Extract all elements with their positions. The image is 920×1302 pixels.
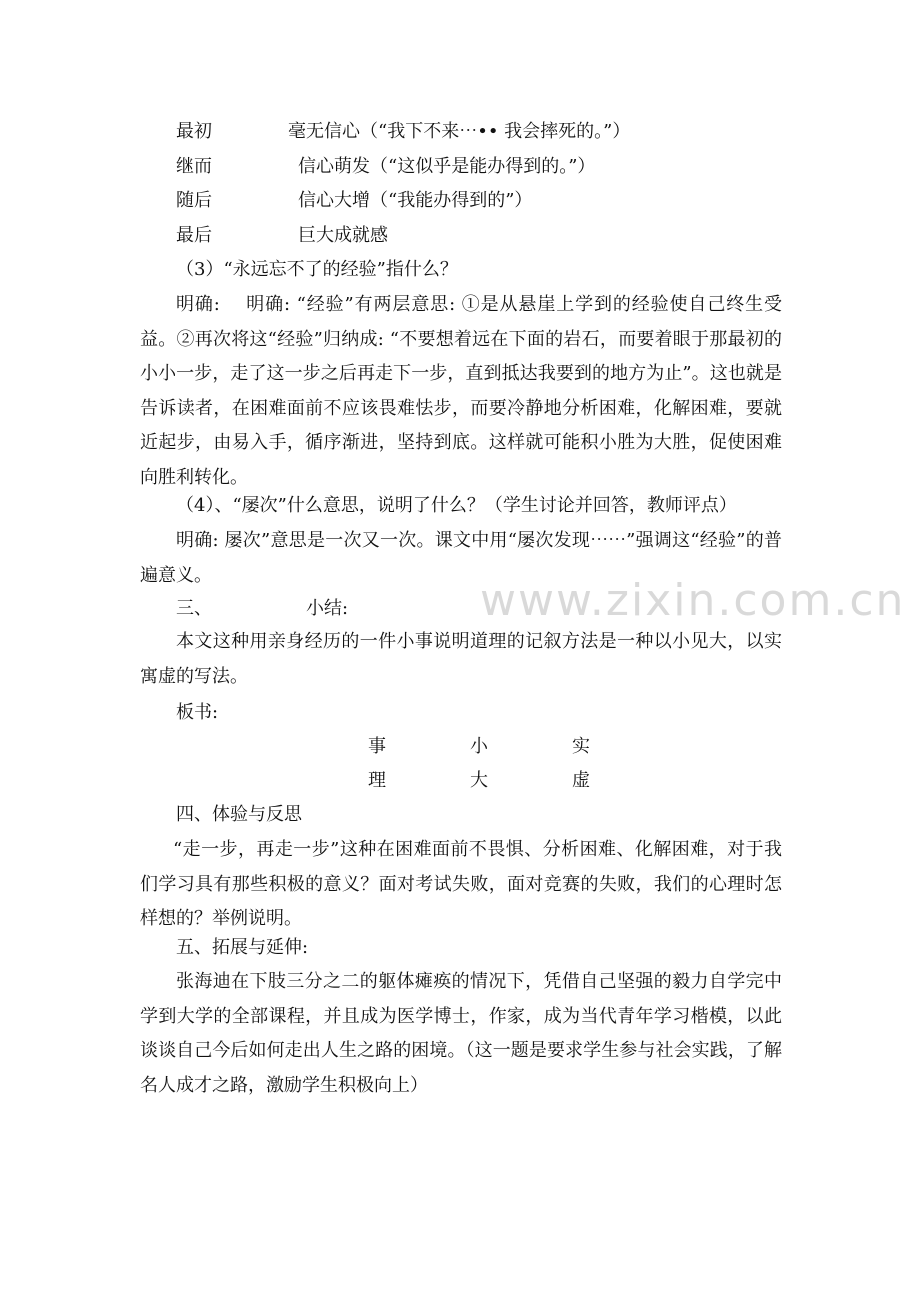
board-label: 板书: bbox=[176, 702, 219, 723]
stage-label-4: 最后 bbox=[176, 225, 212, 246]
board-cell: 实 bbox=[572, 736, 590, 757]
stage-label-3: 随后 bbox=[176, 190, 212, 211]
stage-text-3: 信心大增（“我能办得到的”） bbox=[298, 190, 533, 211]
stage-text-2: 信心萌发（“这似乎是能办得到的。”） bbox=[298, 156, 596, 177]
question-3: （3）“永远忘不了的经验”指什么？ bbox=[176, 259, 458, 280]
section-3-body: 本文这种用亲身经历的一件小事说明道理的记叙方法是一种以小见大，以实寓虚的写法。 bbox=[140, 631, 782, 687]
board-cell: 小 bbox=[470, 736, 488, 757]
stage-label-2: 继而 bbox=[176, 156, 212, 177]
section-3-title: 小结: bbox=[306, 598, 349, 619]
section-5-title: 五、拓展与延伸: bbox=[176, 937, 309, 958]
stage-text-1: 毫无信心（“我下不来⋯•• 我会摔死的。”） bbox=[288, 121, 631, 142]
board-cell: 虚 bbox=[572, 770, 590, 791]
section-4-body: “走一步，再走一步”这种在困难面前不畏惧、分析困难、化解困难，对于我们学习具有那些积极的意义？面对考试失败，面对竞赛的失败，我们的心理时怎样想的？举例说明。 bbox=[140, 839, 782, 929]
board-cell: 理 bbox=[368, 770, 386, 791]
stage-text-4: 巨大成就感 bbox=[298, 225, 388, 246]
section-3-number: 三、 bbox=[176, 598, 212, 619]
stage-label-1: 最初 bbox=[176, 121, 212, 142]
section-5-body: 张海迪在下肢三分之二的躯体瘫痪的情况下，凭借自己坚强的毅力自学完中学到大学的全部课程，并且成为医学博士，作家，成为当代青年学习楷模，以此谈谈自己今后如何走出人生之路的困境。（这一题是要求学生参与社会实践，了解名人成才之路，激励学生积极向上） bbox=[140, 971, 782, 1096]
section-4-title: 四、体验与反思 bbox=[176, 804, 302, 825]
board-cell: 事 bbox=[368, 736, 386, 757]
question-4: （4）、“屡次”什么意思，说明了什么？（学生讨论并回答，教师评点） bbox=[176, 495, 737, 516]
answer-3: 明确: 明确: “经验”有两层意思: ①是从悬崖上学到的经验使自己终生受益。②再次将这“经验”归纳成: “不要想着远在下面的岩石，而要着眼于那最初的小小一步，走了这一步之后再走下一步，直到抵达我要到的地方为止”。这也就是告诉读者，在困难面前不应该畏难怯步，而要冷静地分析困难，化解困难，要就近起步，由易入手，循序渐进，坚持到底。这样就可能积小胜为大胜，促使困难向胜利转化。 bbox=[140, 294, 782, 488]
answer-4: 明确: 屡次”意思是一次又一次。课文中用“屡次发现⋯⋯”强调这“经验”的普遍意义。 bbox=[140, 530, 782, 586]
board-cell: 大 bbox=[470, 770, 488, 791]
watermark: www.zixin.com.cn bbox=[480, 575, 906, 626]
